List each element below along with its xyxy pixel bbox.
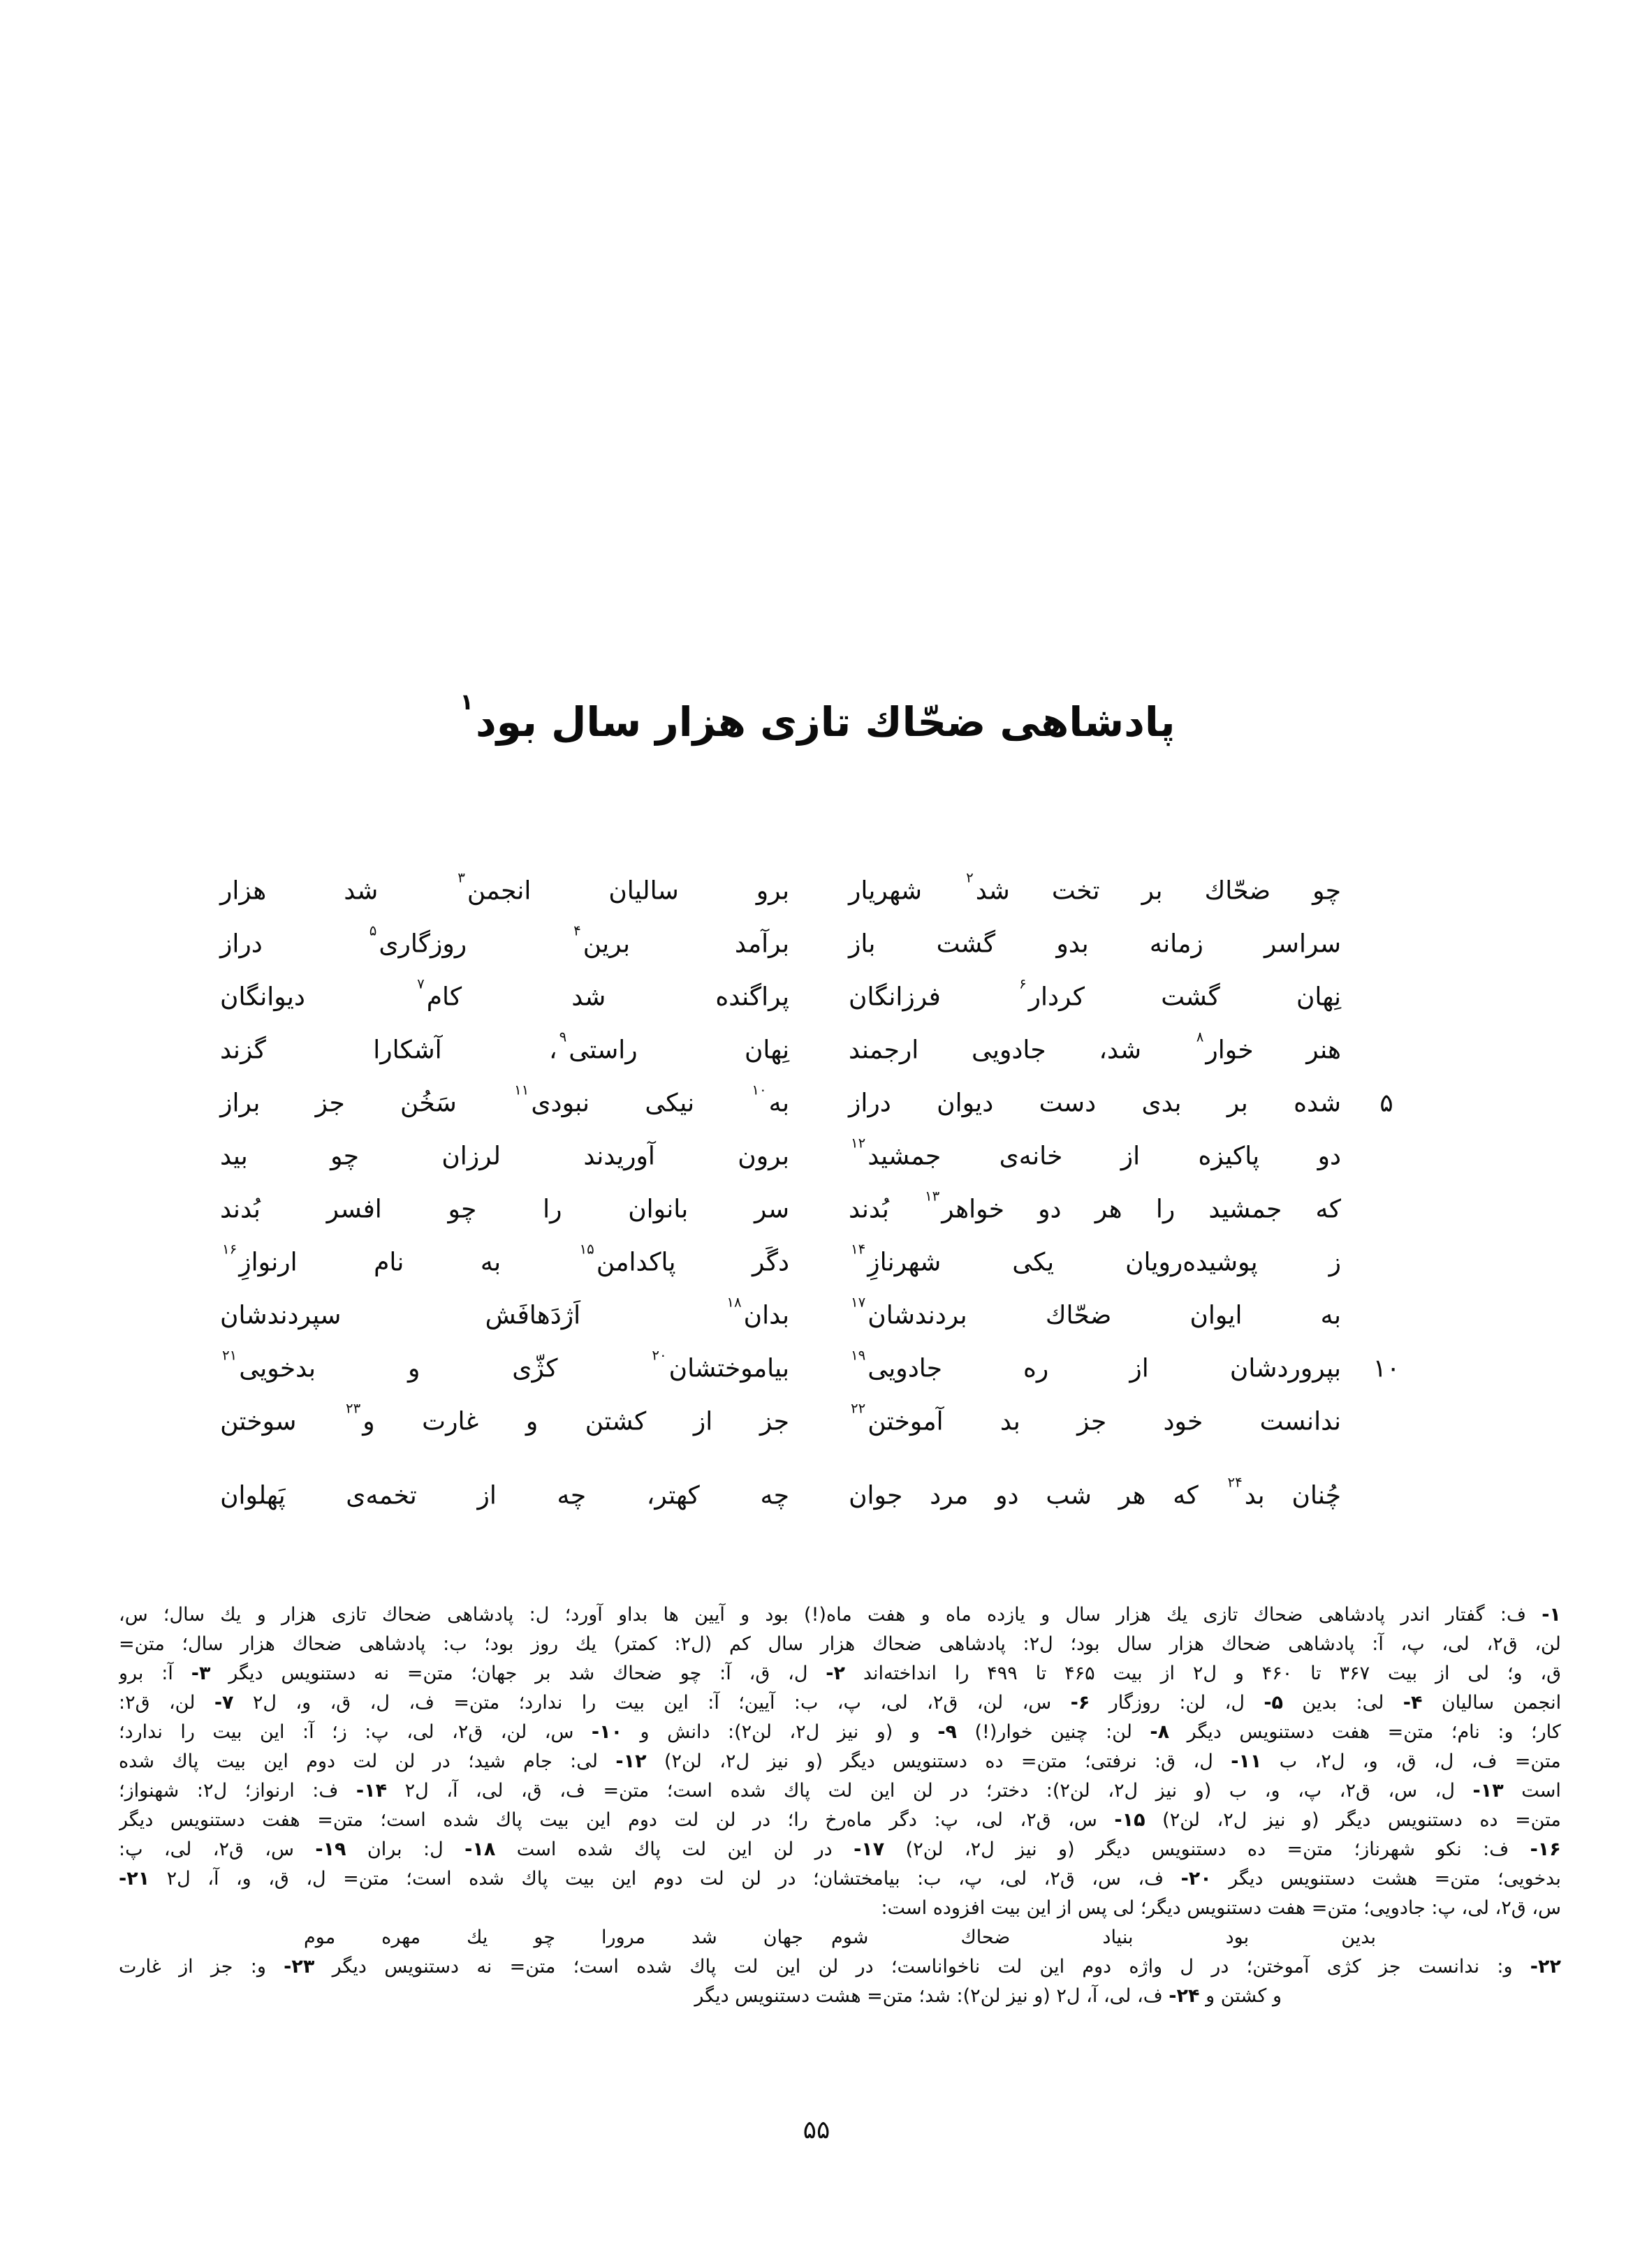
hemistich-left: چه کهتر، چه از تخمه‌ی پَهلوان xyxy=(220,1481,789,1510)
poem xyxy=(0,864,1633,1522)
chapter-title: پادشاهی ضحّاك تازی هزار سال بود$^۱$ xyxy=(0,698,1633,746)
footnote-marker: ۱ xyxy=(460,688,474,716)
hemistich-left: جز از کشتن و غارت و$^{۲۳}$ سوختن xyxy=(220,1400,789,1436)
hemistich-right: ندانست خود جز بد آموختن$^{۲۲}$ xyxy=(849,1408,1341,1436)
footnote-marker: ۲۰ xyxy=(652,1347,667,1364)
footnote-line: است ۱۳- ل، س، ق۲، پ، و، ب (و نیز ل۲، لن۲): دختر؛ در لن این لت پاك شده است؛ متن= ف، ق، لی، آ، ل۲ ۱۴- ف: ارنواز؛ ل۲: شهنواز؛ xyxy=(119,1780,1561,1802)
hemistich-left: برآمد برین$^۴$ روزگاری$^۵$ دراز xyxy=(220,922,789,959)
footnote-marker: ۹ xyxy=(559,1029,567,1045)
footnote-marker: ۱۸ xyxy=(726,1294,742,1311)
hemistich-left: برو سالیان انجمن$^۳$ شد هزار xyxy=(220,869,789,906)
hemistich-left: نِهان راستی$^۹$، آشکارا گزند xyxy=(220,1029,789,1065)
footnote-number: ۱۹- xyxy=(315,1839,346,1860)
couplet xyxy=(0,1395,1633,1448)
footnote-line: لن، ق۲، لی، پ، آ: پادشاهی ضحاك هزار سال بود؛ ل۲: پادشاهی ضحاك هزار سال کم (ل۲: کمتر) یك روز بود؛ ب: پادشاهی ضحاك هزار سال؛ متن= xyxy=(119,1633,1561,1655)
hemistich-right: به ایوان ضحّاك بردندشان$^{۱۷}$ xyxy=(849,1302,1341,1330)
footnote-marker: ۱۰ xyxy=(752,1082,767,1098)
couplet xyxy=(0,1077,1633,1130)
footnote-number: ۲۱- xyxy=(119,1868,150,1890)
footnote-number: ۴- xyxy=(1403,1692,1423,1714)
footnote-marker: ۱۷ xyxy=(851,1294,866,1311)
footnote-line: کار؛ و: نام؛ متن= هفت دستنویس دیگر ۸- لن: چنین خوار(!) ۹- و (و نیز ل۲، لن۲): دانش و ۱۰- س، لن، ق۲، لی، پ: ز؛ آ: این بیت را ندارد؛ xyxy=(119,1721,1561,1743)
inserted-hemistich-left: جهان شد مرورا چو یك مهره موم xyxy=(304,1927,803,1948)
footnote-number: ۲۰- xyxy=(1180,1868,1212,1890)
footnote-line: ۲۲- و: ندانست جز کژی آموختن؛ در ل واژه دوم این لت ناخواناست؛ در لن این لت پاك شده است؛ متن= نه دستنویس دیگر ۲۳- و: جز از غارت xyxy=(119,1956,1561,1978)
page-number: ۵۵ xyxy=(803,2116,830,2144)
footnote-marker: ۴ xyxy=(573,922,581,939)
inserted-hemistich-right: بدین بود بنیاد ضحاك شوم xyxy=(831,1927,1376,1948)
hemistich-right: بپروردشان از ره جادویی$^{۱۹}$ xyxy=(849,1355,1341,1383)
hemistich-right: سراسر زمانه بدو گشت باز xyxy=(849,929,1341,959)
footnote-marker: ۲۱ xyxy=(222,1347,237,1364)
hemistich-left: بدان$^{۱۸}$ اَژدَهافَش سپردندشان xyxy=(220,1294,789,1330)
footnote-number: ۹- xyxy=(937,1721,958,1743)
footnote-number: ۱۷- xyxy=(854,1839,885,1860)
footnote-number: ۱۴- xyxy=(356,1780,388,1802)
hemistich-left: سر بانوان را چو افسر بُدند xyxy=(220,1195,789,1224)
footnote-line: ۱۶- ف: نکو شهرناز؛ متن= ده دستنویس دیگر (و نیز ل۲، لن۲) ۱۷- در لن این لت پاك شده است ۱۸- ل: بران ۱۹- س، ق۲، لی، پ: xyxy=(119,1839,1561,1860)
verse-number: ۵ xyxy=(1379,1089,1393,1118)
hemistich-right: که جمشید را هر دو خواهر$^{۱۳}$ بُدند xyxy=(849,1188,1341,1224)
footnote-line: ق، و؛ لی از بیت ۳۶۷ تا ۴۶۰ و ل۲ از بیت ۴۶۵ تا ۴۹۹ را انداخته‌اند ۲- ل، ق، آ: چو ضحاك شد بر جهان؛ متن= نه دستنویس دیگر ۳- آ: برو xyxy=(119,1663,1561,1684)
footnote-marker: ۵ xyxy=(369,922,377,939)
hemistich-right: هنر خوار$^۸$ شد، جادویی ارجمند xyxy=(849,1029,1341,1065)
footnote-marker: ۱۵ xyxy=(579,1241,594,1258)
couplet xyxy=(0,971,1633,1024)
hemistich-left: دگَر پاکدامن$^{۱۵}$ به نام ارنوازِ$^{۱۶}$ xyxy=(220,1249,789,1277)
footnote-number: ۱۰- xyxy=(591,1721,623,1743)
footnote-inserted-verse xyxy=(119,1923,1561,1952)
footnote-number: ۶- xyxy=(1070,1692,1090,1714)
footnote-marker: ۲۴ xyxy=(1227,1474,1243,1491)
footnote-marker: ۱۴ xyxy=(851,1241,866,1258)
verse-number: ۱۰ xyxy=(1372,1354,1400,1383)
footnotes-apparatus xyxy=(119,1600,1561,2011)
footnote-line: انجمن سالیان ۴- لی: بدین ۵- ل، لن: روزگار ۶- س، لن، ق۲، لی، پ، ب: آیین؛ آ: این بیت را ندارد؛ متن= ف، ل، ق، و، ل۲ ۷- لن، ق۲: xyxy=(119,1692,1561,1714)
couplet xyxy=(0,1342,1633,1395)
footnote-marker: ۱۹ xyxy=(851,1347,866,1364)
footnote-line: ۱- ف: گفتار اندر پادشاهی ضحاك تازی یك هزار سال و یازده ماه و هفت ماه(!) بود و آیین ها بداو آورد؛ ل: پادشاهی ضحاك تازی هزار و یك سال؛ س، xyxy=(119,1604,1561,1626)
footnote-line: و کشتن و ۲۴- ف، لی، آ، ل۲ (و نیز لن۲): شد؛ متن= هشت دستنویس دیگر xyxy=(694,1985,1282,2007)
footnote-line: متن= ده دستنویس دیگر (و نیز ل۲، لن۲) ۱۵- س، ق۲، لی، پ: دگر ماه‌رخ را؛ در لن لت دوم این بیت پاك شده است؛ متن= هفت دستنویس دیگر xyxy=(119,1809,1561,1831)
hemistich-right: ز پوشیده‌رویان یکی شهرنازِ$^{۱۴}$ xyxy=(849,1249,1341,1277)
hemistich-right: شده بر بدی دست دیوان دراز xyxy=(849,1089,1341,1118)
footnote-line: متن= ف، ل، ق، و، ل۲، ب ۱۱- ل، ق: نرفتی؛ متن= ده دستنویس دیگر (و نیز ل۲، لن۲) ۱۲- لی: جام شید؛ در لن لت دوم این بیت پاك شده xyxy=(119,1751,1561,1772)
footnote-number: ۱۸- xyxy=(464,1839,496,1860)
footnote-number: ۱۲- xyxy=(615,1751,647,1772)
hemistich-right: نِهان گشت کردار$^۶$ فرزانگان xyxy=(849,975,1341,1012)
footnote-number: ۵- xyxy=(1264,1692,1284,1714)
couplet xyxy=(0,1469,1633,1522)
hemistich-right: چو ضحّاك بر تخت شد$^۲$ شهریار xyxy=(849,869,1341,906)
footnote-marker: ۱۲ xyxy=(851,1135,866,1151)
couplet xyxy=(0,1289,1633,1342)
footnote-number: ۷- xyxy=(214,1692,234,1714)
footnote-marker: ۲ xyxy=(966,869,974,886)
footnote-number: ۱۶- xyxy=(1530,1839,1561,1860)
footnote-number: ۱- xyxy=(1542,1604,1561,1626)
footnote-number: ۱۱- xyxy=(1231,1751,1262,1772)
couplet xyxy=(0,1024,1633,1077)
hemistich-left: به$^{۱۰}$ نیکی نبودی$^{۱۱}$ سَخُن جز براز xyxy=(220,1082,789,1118)
footnote-line: س، ق۲، لی، پ: جادویی؛ متن= هفت دستنویس دیگر؛ لی پس از این بیت افزوده است: xyxy=(881,1897,1561,1919)
footnote-marker: ۱۱ xyxy=(514,1082,529,1098)
hemistich-right: دو پاکیزه از خانه‌ی جمشید$^{۱۲}$ xyxy=(849,1142,1341,1171)
couplet xyxy=(0,918,1633,971)
couplet xyxy=(0,1183,1633,1236)
footnote-marker: ۳ xyxy=(457,869,465,886)
footnote-number: ۱۳- xyxy=(1472,1780,1504,1802)
couplet xyxy=(0,864,1633,918)
couplet xyxy=(0,1130,1633,1183)
footnote-line: بدخویی؛ متن= هشت دستنویس دیگر ۲۰- ف، س، ق۲، لی، پ، ب: بیامختشان؛ در لن لت دوم این بیت پاك شده است؛ متن= ل، ق، و، آ، ل۲ ۲۱- xyxy=(119,1868,1561,1890)
footnote-marker: ۷ xyxy=(417,975,425,992)
footnote-number: ۱۵- xyxy=(1114,1809,1145,1831)
footnote-marker: ۱۳ xyxy=(925,1188,940,1205)
footnote-number: ۸- xyxy=(1150,1721,1170,1743)
hemistich-right: چُنان بد$^{۲۴}$ که هر شب دو مرد جوان xyxy=(849,1474,1341,1510)
footnote-marker: ۲۲ xyxy=(851,1400,866,1417)
hemistich-left: پراگنده شد کام$^۷$ دیوانگان xyxy=(220,975,789,1012)
footnote-number: ۲- xyxy=(826,1663,845,1684)
footnote-number: ۲۳- xyxy=(284,1956,315,1978)
couplet xyxy=(0,1236,1633,1289)
footnote-number: ۲۲- xyxy=(1530,1956,1561,1978)
footnote-marker: ۲۳ xyxy=(345,1400,361,1417)
hemistich-left: برون آوریدند لرزان چو بید xyxy=(220,1142,789,1171)
footnote-marker: ۸ xyxy=(1196,1029,1204,1045)
hemistich-left: بیاموختشان$^{۲۰}$ کژّی و بدخویی$^{۲۱}$ xyxy=(220,1355,789,1383)
footnote-number: ۲۴- xyxy=(1169,1985,1200,2007)
footnote-marker: ۶ xyxy=(1018,975,1027,992)
footnote-number: ۳- xyxy=(191,1663,211,1684)
footnote-marker: ۱۶ xyxy=(222,1241,237,1258)
